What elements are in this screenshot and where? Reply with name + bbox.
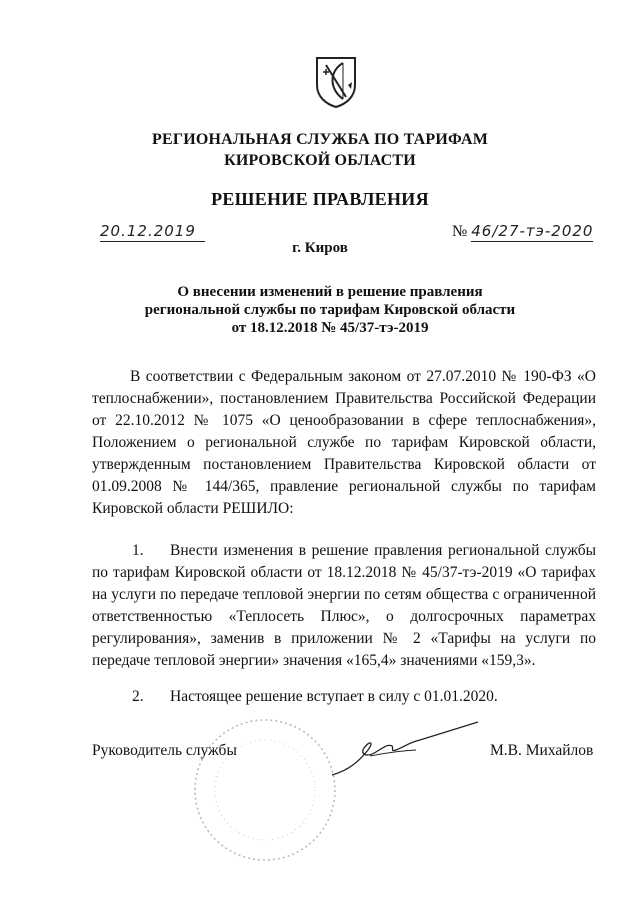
handwritten-signature: [330, 720, 480, 780]
item-text: Настоящее решение вступает в силу с 01.01.2020.: [170, 688, 498, 705]
decision-item-2: [92, 686, 596, 708]
item-number: 2.: [132, 688, 144, 705]
signatory-name: М.В. Михайлов: [490, 742, 594, 759]
kirov-coat-of-arms-emblem: [313, 55, 359, 109]
document-type-title: РЕШЕНИЕ ПРАВЛЕНИЯ: [211, 189, 429, 209]
org-name-line1: РЕГИОНАЛЬНАЯ СЛУЖБА ПО ТАРИФАМ: [151, 131, 489, 148]
org-name-line2: КИРОВСКОЙ ОБЛАСТИ: [224, 152, 416, 169]
subject-line: от 18.12.2018 № 45/37-тэ-2019: [231, 320, 429, 336]
item-number: 1.: [132, 542, 144, 559]
number-sign: №: [452, 223, 468, 240]
handwritten-number: 46/27-тэ-2020: [471, 222, 594, 240]
city: г. Киров: [292, 240, 348, 256]
item-text: Внести изменения в решение правления региональной службы по тарифам Кировской области от 18.12.2018 № 45/37-тэ-2019 «О тарифах на услуги по передаче тепловой энергии по сетям общества с ограниченной ответственностью «Теплосеть Плюс», о долгосрочных параметрах регулирования», заменив в приложении № 2 «Тарифы на услуги по передаче тепловой энергии» значения «165,4» значениями «159,3».: [92, 542, 596, 669]
subject-line: региональной службы по тарифам Кировской области: [144, 302, 516, 318]
document-number: [452, 222, 593, 242]
document-subject: [120, 283, 540, 337]
handwritten-date: 20.12.2019: [100, 222, 205, 242]
preamble-paragraph: В соответствии с Федеральным законом от 27.07.2010 № 190-ФЗ «О теплоснабжении», постановлением Правительства Российской Федерации от 22.10.2012 № 1075 «О ценообразовании в сфере теплоснабжения», Положением о региональной службе по тарифам Кировской области, утвержденным постановлением Правительства Кировской области от 01.09.2008 № 144/365, правление региональной службы по тарифам Кировской области РЕШИЛО:: [92, 368, 596, 517]
decision-item-1: [92, 540, 596, 672]
signatory-position: Руководитель службы: [92, 742, 237, 759]
official-stamp: [190, 715, 340, 865]
subject-line: О внесении изменений в решение правления: [177, 284, 483, 300]
